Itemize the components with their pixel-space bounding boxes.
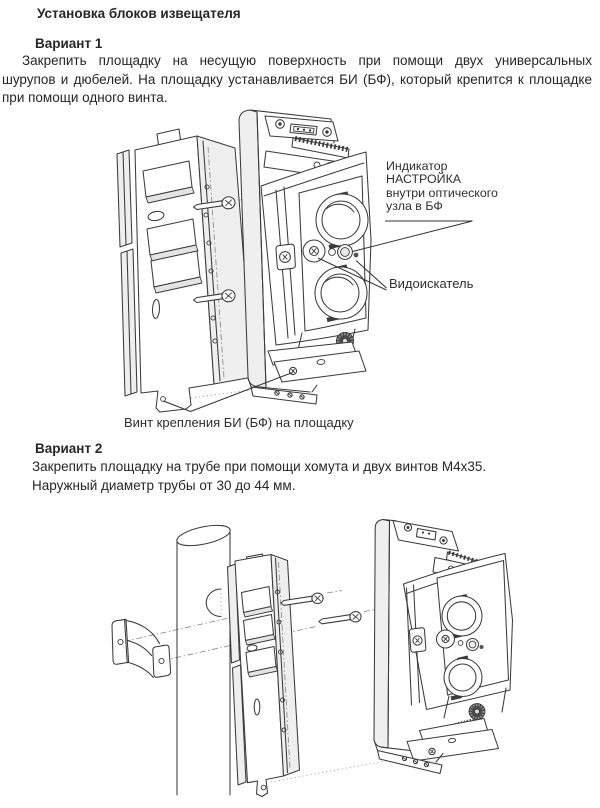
figure1-drawing <box>0 105 600 417</box>
clamp-screws-drawing <box>281 592 362 623</box>
callout-indicator-line: Индикатор <box>386 159 448 173</box>
paragraph-line: при помощи одного винта. <box>2 90 168 106</box>
mounting-plate-drawing <box>117 129 253 412</box>
callout-indicator-line: НАСТРОЙКА <box>386 172 462 187</box>
variant2-heading: Вариант 2 <box>35 441 103 456</box>
callout-viewfinder-label: Видоискатель <box>389 276 474 291</box>
mounting-plate-drawing <box>228 554 300 797</box>
paragraph-line: Закрепить площадку на трубе при помощи хомута и двух винтов М4х35. <box>32 459 487 474</box>
paragraph-line: шурупов и дюбелей. На площадку устанавливается БИ (БФ), который крепится к площадке <box>2 71 592 87</box>
figure1-caption: Винт крепления БИ (БФ) на площадку <box>124 415 354 430</box>
variant1-heading: Вариант 1 <box>35 36 103 51</box>
page-title: Установка блоков извещателя <box>37 6 241 21</box>
pole-drawing <box>175 521 232 795</box>
callout-indicator-label <box>386 160 498 214</box>
callout-indicator-line: внутри оптического <box>386 185 498 200</box>
variant2-paragraph <box>32 457 486 495</box>
callout-indicator-line: узла в БФ <box>386 199 443 214</box>
figure2-drawing <box>0 503 600 808</box>
detector-unit-drawing <box>239 110 371 404</box>
detector-unit-drawing <box>374 520 513 774</box>
paragraph-line: Закрепить площадку на несущую поверхность при помощи двух универсальных <box>22 53 592 68</box>
paragraph-line: Наружный диаметр трубы от 30 до 44 мм. <box>32 478 296 493</box>
clamp-drawing <box>112 619 171 677</box>
variant1-paragraph <box>2 52 592 108</box>
